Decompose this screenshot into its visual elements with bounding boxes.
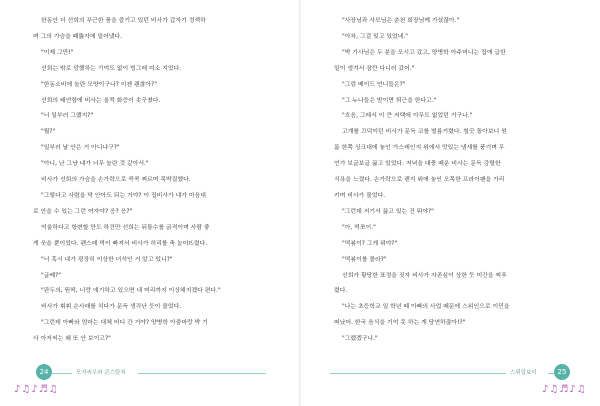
text-line: "너 혹시 내가 굉장히 이상한 녀석인 거 알고 있니?": [41, 256, 173, 263]
right-footer: [330, 362, 570, 382]
text-line: "너 일부러 그랬지?": [41, 113, 94, 120]
text-line: 게 웃을 뿐이었다. 괜스레 먹이 빠져서 비사가 허리를 축 늘어뜨렸다.: [33, 240, 208, 247]
text-line: "아차, 그걸 잊고 있었네.": [342, 33, 408, 40]
text-line: "뭘?": [41, 129, 56, 136]
text-line: "아니, 난 그냥 네가 너무 놀란 것 같아서.": [41, 161, 149, 168]
text-line: "사장님과 사모님은 춘천 회장님께 가셨잖아.": [342, 18, 460, 24]
text-line: "그런데 저기서 끓고 있는 건 뭐야?": [342, 208, 434, 215]
text-line: 고개를 끄덕이던 비사가 문득 코를 벌름거렸다. 힐끗 돌아보니 원: [342, 129, 507, 136]
text-line: 한동안 더 선희의 푸근한 품을 즐기고 있던 비사가 갑자기 정색하: [41, 18, 206, 24]
text-line: 룸 한쪽 싱크대에 놓인 가스레인지 위에서 맛있는 냄새를 풍기며 무: [334, 145, 505, 152]
text-line: 선희는 밖로 망했하는 기억도 없이 빙그레 미소 지었다.: [41, 65, 182, 72]
text-line: 언가 보글보글 끓고 있었다. 저녁을 대충 때운 비사는 문득 강렬한: [334, 161, 501, 168]
page-number-left: 24: [36, 364, 52, 380]
running-title-left: 모자씨우와 콘스탄쳐: [76, 370, 126, 376]
text-line: 식욕을 느꼈다. 손가락으로 렌지 위에 놓인 오목한 프라이팬을 가리: [334, 177, 505, 184]
text-line: 선희가 황당한 표정을 짓자 비사가 자존심이 상한 듯 미간을 찌푸: [342, 272, 507, 279]
text-line: 사 아저씨는 왜 또 안 보이고?": [33, 336, 111, 343]
footer-rule: [52, 373, 72, 374]
left-body-text: [33, 14, 277, 348]
right-body-text: [334, 14, 570, 348]
footer-rule: [330, 373, 506, 374]
text-line: 렸다.: [334, 288, 348, 295]
text-line: 일이 생겨서 잠깐 다니러 갔어.": [334, 65, 415, 72]
text-line: 비사가 휘휘 손사래를 치다가 문득 생각난 듯이 물었다.: [41, 304, 182, 311]
footer-rule: [138, 373, 266, 374]
text-line: "일부러 날 안은 거 아니냐구?": [41, 145, 120, 152]
text-line: "그 누나들은 밤이면 퇴근을 한다고.": [342, 97, 437, 104]
text-line: "그런데 아빠와 엄마는 대체 어디 간 거야? 양병학 아줌마랑 박 기: [41, 320, 208, 327]
right-page: [300, 0, 600, 406]
text-line: "나는 초등학교 일 학년 때 아빠의 사업 때문에 스위인으로 이민을: [342, 304, 510, 311]
running-title-right: 스위일보이: [510, 370, 537, 376]
text-line: 로 안을 수 있는 그런 여자야? 응? 응?": [33, 208, 133, 215]
text-line: "박 기사님은 두 분을 모시고 갔고, 양병학 아주머니는 집에 급한: [342, 49, 506, 56]
text-line: "떡볶이? 그게 뭐야?": [342, 240, 398, 247]
text-line: "판두의, 뭔떡, 너랑 얘기하고 있으면 내 머리까지 이상해지겠다 편다.": [41, 288, 221, 295]
text-line: "그럼 베이드 언니들은?": [342, 81, 406, 88]
page-number-right: 25: [554, 364, 570, 380]
text-line: "흐음, 그래서 이 큰 저택에 아무도 없었던 거구나.": [342, 113, 473, 120]
text-line: "이제 그만!": [41, 49, 74, 56]
left-footer: [36, 362, 266, 382]
text-line: 떠났어. 한국 음식을 기억 못 하는 게 당연하잖아!?": [334, 320, 466, 327]
music-notes-icon: ♪♫♪♬♫: [14, 384, 59, 395]
text-line: "글쎄?": [41, 272, 61, 279]
text-line: 며 그의 가슴을 떼뚫자에 밀어냈다.: [33, 33, 123, 40]
text-line: 키며 비사가 물었다.: [334, 192, 386, 199]
text-line: 선희의 태연함에 비사는 울컥 화증이 솟구쳤다.: [41, 97, 161, 104]
music-notes-icon: ♪♫♬♪♫: [542, 384, 587, 395]
text-line: "그랬겠구나.": [342, 336, 378, 343]
text-line: "한동소비에 놀란 모양이구나? 이젠 괜찮아?": [41, 81, 157, 88]
text-line: "떡볶이를 몰라?": [342, 256, 387, 263]
text-line: "그렇다고 사람을 막 안아도 되는 거야? 이 집비사가 내가 마음대: [41, 192, 206, 199]
text-line: 억울하다고 항변할 만도 하건만 선희는 뒤통수를 긁적이며 사람 좋: [41, 224, 210, 231]
text-line: 비사가 선희의 가슴을 손가락으로 콕콕 찌르며 목박질했다.: [41, 177, 191, 184]
text-line: "아, 떡쪼이.": [342, 224, 376, 231]
